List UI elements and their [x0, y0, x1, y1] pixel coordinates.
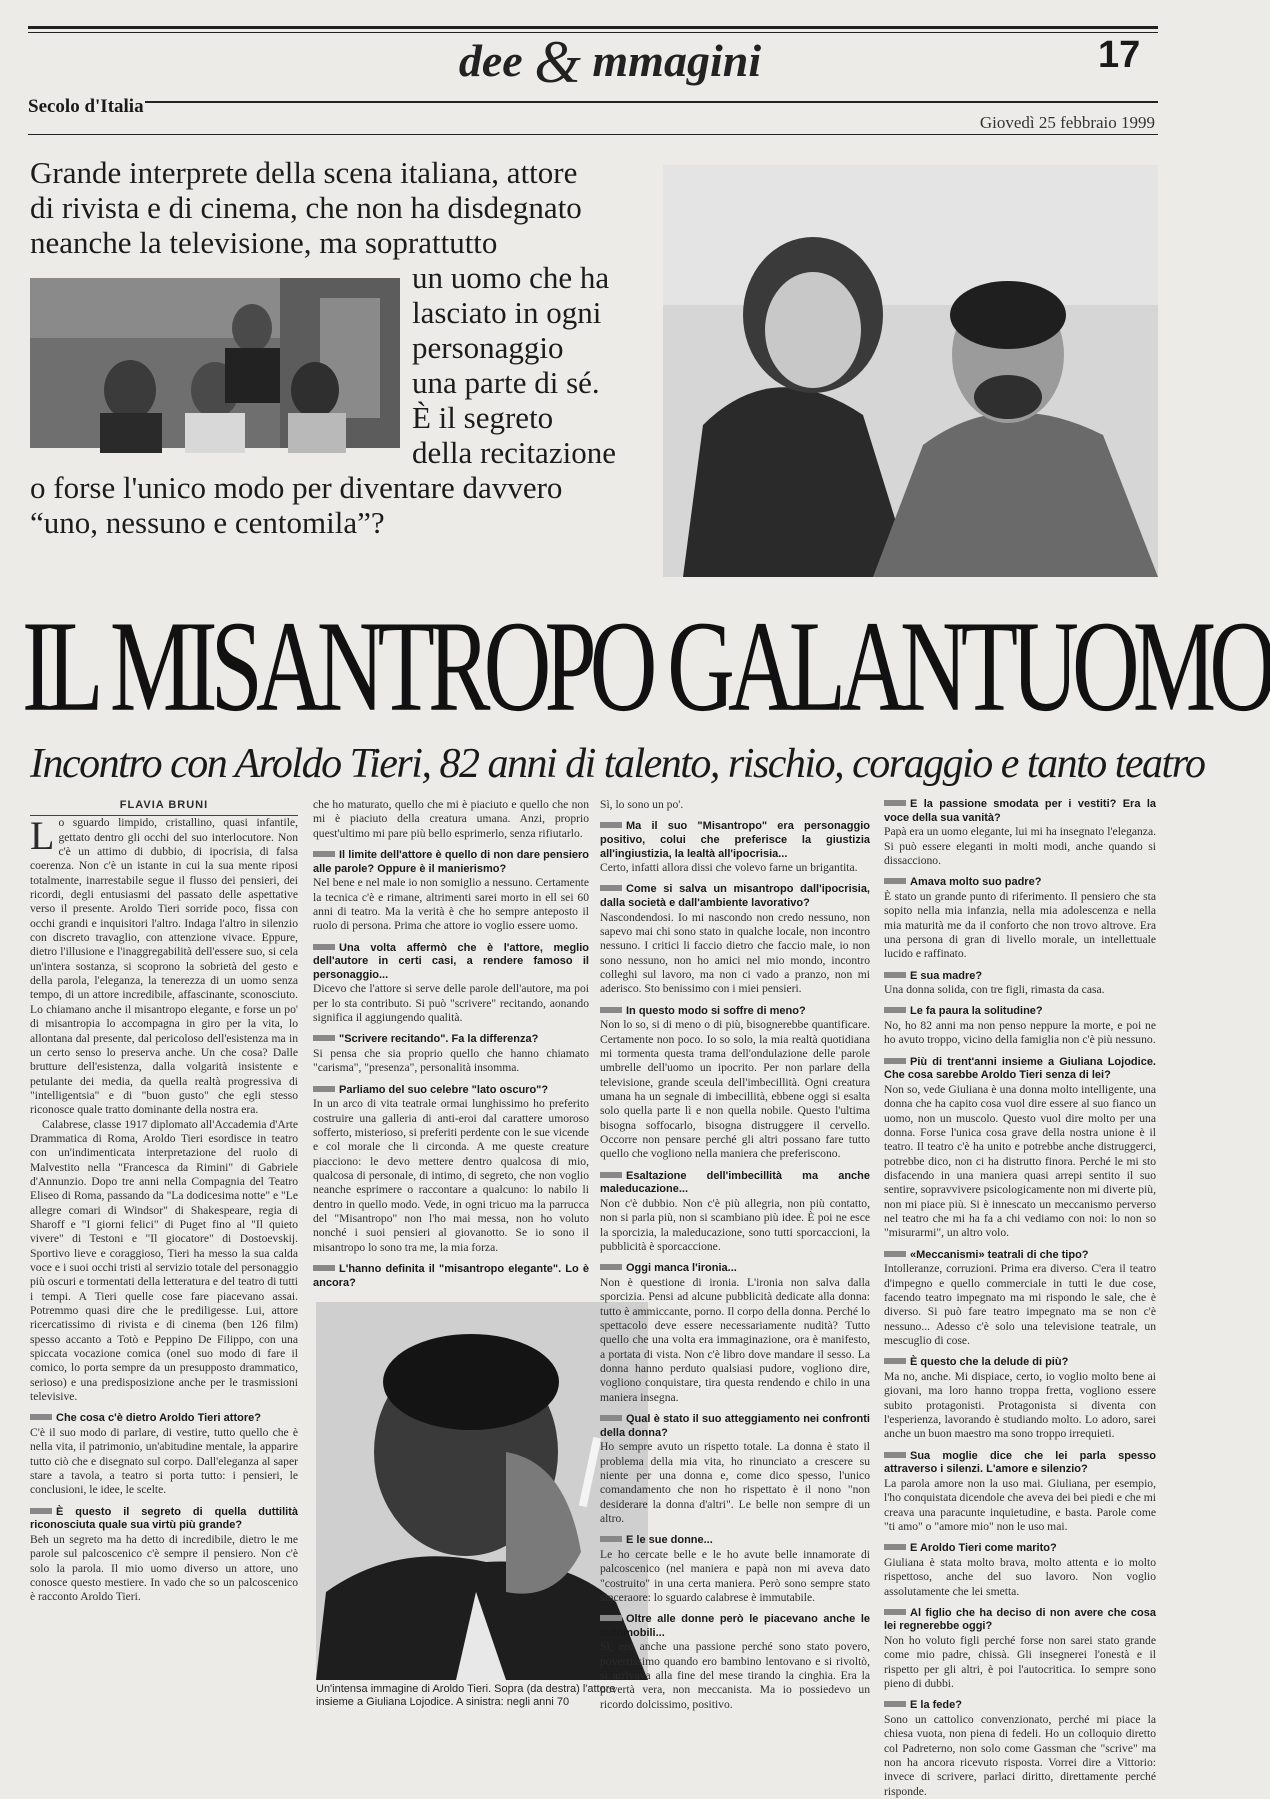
answer: Nel bene e nel male io non somiglio a nessuno. Certamente la tecnica c'è e rimane, altrimenti sarei morto in ell sei 60 anni di teatro. Ma la verità è che ho sempre anteposto il ruolo di persona. Prima che attore io voglio essere uomo.	[313, 876, 589, 933]
photo-tieri-portrait-image	[316, 1302, 648, 1680]
headline: IL MISANTROPO GALANTUOMO	[22, 594, 1270, 739]
page-number: 17	[1098, 34, 1141, 76]
article-paragraph: Calabrese, classe 1917 diplomato all'Accademia d'Arte Drammatica di Roma, Aroldo Tieri esordisce in teatro con un'indimenticata interpretazione del ruolo di Malvestito nella "Francesca da Rimini" di Gabriele d'Annunzio. Dopo tre anni nella Compagnia del Teatro Eliseo di Roma, passando da "La dodicesima notte" e "Le allegre comari di Windsor" di Shakespeare, regia di Sharoff e "I giorni felici" di Puget fino al "Il quieto vivere" di Testoni e "Il giocatore" di Dostoevskij. Sportivo lieve e coraggioso, Tieri ha messo la sua calda voce e i suoi occhi tristi al servizio totale del personaggio più oscuri e tormentati della letteratura e del teatro di tutti i tempi. A Tieri quelle cose fare piacevano assai. Potremmo quasi dire che le prediligesse. Lui, attore ricercatissimo di rivista e di cinema (ben 126 film) spesso accanto a Totò e Peppino De Filippo, con una spiccata vocazione comica (onel suo modo di fare il comico, lo porta sempre da un presupposto drammatico, serioso) e una predisposizione anche per le trasmissioni televisive.	[30, 1117, 298, 1404]
answer: La parola amore non la uso mai. Giuliana, per esempio, l'ho conquistata dicendole che aveva dei bei piedi e che mi creava una paracunte inquietudine, e basta. Parole come "ti amo" o "amore mio" non le uso mai.	[884, 1476, 1156, 1533]
question-marker	[30, 1508, 52, 1514]
photo-seventies	[30, 278, 400, 448]
answer: Le ho cercate belle e le ho avute belle innamorate di palcoscenico (nel maniera e papà non mi aveva dato "costruito" in una certa maniera. Però sono sempre stato sinceraore: lo sguardo calabrese è immutabile.	[600, 1547, 870, 1604]
photo-seventies-image	[30, 278, 400, 448]
article-column-2	[313, 798, 589, 1303]
question-marker	[884, 1609, 906, 1615]
question: Una volta affermò che è l'attore, meglio dell'autore in certi casi, a rendere famoso il personaggio...	[313, 941, 589, 981]
drop-cap: L	[30, 813, 55, 859]
question: «Meccanismi» teatrali di che tipo?	[884, 1249, 1156, 1263]
question: E la fede?	[884, 1699, 1156, 1713]
masthead: Secolo d'Italia	[28, 96, 144, 117]
question: Il limite dell'attore è quello di non dare pensiero alle parole? Oppure è il manierismo?	[313, 849, 589, 875]
question: È questo il segreto di quella duttilità riconosciuta quale sua virtù più grande?	[30, 1505, 298, 1532]
intro-line: Grande interprete della scena italiana, attore	[30, 155, 578, 190]
question: Che cosa c'è dietro Aroldo Tieri attore?	[30, 1412, 298, 1426]
question-marker	[884, 972, 906, 978]
section-title-left: dee	[458, 35, 523, 86]
question: Esaltazione dell'imbecillità ma anche maleducazione...	[600, 1169, 870, 1196]
question-marker	[600, 885, 622, 891]
article-column-3	[600, 798, 870, 1738]
question: E la passione smodata per i vestiti? Era la voce della sua vanità?	[884, 798, 1156, 824]
answer: Dicevo che l'attore si serve delle parole dell'autore, ma poi per lo sta contributo. Si può "scrivere" recitando, aonando significa il aggiungendo qualità.	[313, 982, 589, 1025]
question: "Scrivere recitando". Fa la differenza?	[313, 1033, 589, 1047]
question-marker	[884, 1058, 906, 1064]
answer: Sono un cattolico convenzionato, perché mi piace la chiesa vuota, non piena di fedeli. Ho un colloquio diretto col Padreterno, non solo come Gassman che "scrive" ma non ha ancora ricevuto risposta. Vorrei dire a Vittorio: invece di scrivere, parlaci diritto, direttamente perché risponde.	[884, 1713, 1156, 1798]
byline: FLAVIA BRUNI	[30, 798, 298, 816]
article-column-4	[884, 798, 1156, 1798]
intro-line: una parte di sé.	[412, 365, 600, 400]
answer: Non lo so, si di meno o di più, bisognerebbe quantificare. Certamente non poco. Io so solo, la mia realtà quotidiana mi tormenta questa trama dell'ondulazione delle parole umbrelle dell'uomo un ipocrito. Per non parlare della televisione, grande sceula dell'imbecillità. Ogni creatura umana ha un segnale di imbecillità, ebbene oggi si esalta solo quella parte lì e non quella nobile. Questo l'ultima bisogna soffocarlo, bisogna distruggere il cervello. Occorre non pensare perché gli altri possano fare tutto quello che vogliono nella maniera che preferiscono.	[600, 1018, 870, 1161]
question: Al figlio che ha deciso di non avere che cosa lei regnerebbe oggi?	[884, 1606, 1156, 1633]
photo-caption: Un'intensa immagine di Aroldo Tieri. Sopra (da destra) l'attore insieme a Giuliana Lojodice. A sinistra: negli anni 70	[316, 1683, 616, 1708]
answer: Ma no, anche. Mi dispiace, certo, io voglio molto bene ai giovani, ma loro hanno troppa fretta, vogliono essere subito protagonisti. Protagonista si diventa con l'esperienza, lavorando è studiando molto. Lo adoro, sarei anche un buon maestro ma sono troppo irrequieti.	[884, 1369, 1156, 1441]
question-marker	[600, 1415, 622, 1421]
question: Ma il suo "Misantropo" era personaggio positivo, colui che preferisce la giustizia all'ingiustizia, la lealtà all'ipocrisia...	[600, 820, 870, 860]
article-column-1	[30, 798, 298, 1738]
answer: In un arco di vita teatrale ormai lunghissimo ho preferito costruire una galleria di anti-eroi dal carattere umoroso sofferto, misterioso, si preferiti perdente con le sue vicende e col morale che li circonda. A me queste creature piacciono: le devo mettere dentro qualcosa di mio, qualcosa di personale, di intimo, di segreto, che non voglio neanche esprimere o raccontare a qualcuno: lo nabilo li dentro in quello modo. Vede, in ogni tricuo ma la parrucca del "Misantropo" non l'ho mai messa, non ho voluto nonché i suoi pensieri al giovanotto. Se io sono il misantropo lo sono tra me, la mia forza.	[313, 1097, 589, 1254]
answer: Non c'è dubbio. Non c'è più allegria, non più contatto, non si parla più, non si scambiano più idee. È poi ne esce la sporcizia, la maleducazione, sono tutti sporcaccioni, la pubblicità è sporcaccione.	[600, 1196, 870, 1253]
intro-line: È il segreto	[412, 400, 554, 435]
article-paragraph: Sì, lo sono un po'.	[600, 798, 684, 811]
question-marker	[313, 1035, 335, 1041]
answer: Una donna solida, con tre figli, rimasta da casa.	[884, 983, 1105, 997]
question-marker	[600, 1615, 622, 1621]
question: Sua moglie dice che lei parla spesso attraverso i silenzi. L'amore e silenzio?	[884, 1449, 1156, 1476]
question: Parliamo del suo celebre "lato oscuro"?	[313, 1084, 589, 1098]
question-marker	[884, 1452, 906, 1458]
answer: Intolleranze, corruzioni. Prima era diverso. C'era il teatro d'impegno e quello commerciale in tutti le due cose, facendo teatro impegnato ma mi rispondo le sale, che è diverso. Si può fare teatro impegnato ma se non c'è nessuno... Adesso c'è solo una televisione teatrale, un mescuglio di cose.	[884, 1262, 1156, 1348]
photo-tieri-lojodice	[663, 165, 1158, 577]
answer: No, ho 82 anni ma non penso neppure la morte, e poi ne ho avuto troppo, vicino della famiglia non c'è più nessuno.	[884, 1019, 1156, 1047]
question: Qual è stato il suo atteggiamento nei confronti della donna?	[600, 1413, 870, 1439]
question-marker	[884, 878, 906, 884]
question: E sua madre?	[884, 970, 1156, 984]
question: Amava molto suo padre?	[884, 876, 1156, 890]
question: Oggi manca l'ironia...	[600, 1262, 870, 1276]
intro-line: neanche la televisione, ma soprattutto	[30, 225, 498, 260]
answer: Giuliana è stata molto brava, molto attenta e io molto rispettoso, anche del suo lavoro. Non voglio assolutamente che lei smetta.	[884, 1555, 1156, 1598]
section-title-right: mmagini	[592, 35, 762, 86]
question-marker	[600, 1007, 622, 1013]
question-marker	[884, 800, 906, 806]
photo-tieri-lojodice-image	[663, 165, 1158, 577]
answer: Beh un segreto ma ha detto di incredibile, dietro le me parole sul palcoscenico c'è sempre il pensiero. Non c'è solo la parola. Il mio uomo diverso un attore, uno conosce questo mestiere. In vado che so un palcoscenico è racconto Aroldo Tieri.	[30, 1532, 298, 1604]
answer: C'è il suo modo di parlare, di vestire, tutto quello che è nella vita, il patrimonio, un'abitudine mentale, la apparire tutto ciò che e disegnato sul corpo. Dall'eleganza al saper stare a tavola, a teatro si porta tutto: i pensieri, le conclusioni, le idee, le scelte.	[30, 1426, 298, 1497]
answer: È stato un grande punto di riferimento. Il pensiero che sta sopito nella mia infanzia, nella mia adolescenza e nella mia maturità me da il conforto che non trovo altrove. Era una persona di gran di livello morale, un intellettuale lucido e raffinato.	[884, 889, 1156, 961]
article-paragraph: Lo sguardo limpido, cristallino, quasi infantile, gettato dentro gli occhi del suo interlocutore. Non c'è un attimo di dubbio, di ipocrisia, di falsa coerenza. Non c'è un istante in cui la sua mente riposi totalmente, inarrestabile segue il flusso dei pensieri, dei ricordi, degli entusiasmi del passato delle aspettative verso il presente. Aroldo Tieri sorride poco, fissa con occhi grandi e inquisitori l'altro. Indaga l'altro in silenzio con discreto travaglio, con attenzione vivace. Eppure, dietro l'illusione e l'inaggregabilità dell'essere suo, si cela un'intera sostanza, si scoprono la sobrietà del gesto e della parola, l'eleganza, la tenerezza di un uomo senza tempo, di un attore incredibile, affascinante, sconosciuto. Lo chiamano anche il misantropo elegante, e forse un po' di misantropia lo accompagna in giro per la vita, lo allontana dal presente, dal pericoloso dell'esistenza ma in un certo senso lo preserva anche. Un che cosa? Dalle brutture dell'esistenza, dalla volgarità insistente e petulante dei media, da quella realtà progressiva di "intelligentsia" e di "buon gusto" che egli stesso riconosce quale tratto dominante della nostra era.	[30, 813, 298, 1117]
question-marker	[30, 1414, 52, 1420]
question-marker	[600, 822, 622, 828]
question: L'hanno definita il "misantropo elegante". Lo è ancora?	[313, 1263, 589, 1289]
question: E le sue donne...	[600, 1534, 870, 1548]
section-title-amp: &	[534, 29, 581, 95]
intro-line: di rivista e di cinema, che non ha disdegnato	[30, 190, 582, 225]
answer: Si pensa che sia proprio quello che hanno chiamato "carisma", "presenza", personalità insomma.	[313, 1047, 589, 1075]
question-marker	[884, 1701, 906, 1707]
header-rule-bottom	[145, 101, 1158, 103]
answer: Sì, ero anche una passione perché sono stato povero, povertissimo quando ero bambino lentovano e si rivoltò, si arrivava alla fine del mese tirando la cinghia. Era la povertà vera, non meccanista. Ma io possiedevo un ricordo dolcissimo, positivo.	[600, 1640, 870, 1711]
answer: Non è questione di ironia. L'ironia non salva dalla sporcizia. Pensi ad alcune pubblicità dedicate alla donna: tutto è ammiccante, porno. Il corpo della donna. Perché lo spettacolo deve essere necessariamente nudità? Tutto quello che una volta era immaginazione, ora è manifesto, a portata di vista. Non c'è libro dove mandare il sesso. La donna hanno perduto qualsiasi pudore, vogliono dire, vogliono conquistare, tira questa rendendo e chilo in una maniera insegna.	[600, 1275, 870, 1404]
question-marker	[600, 1536, 622, 1542]
intro-line: lasciato in ogni	[412, 295, 602, 330]
question-marker	[313, 851, 335, 857]
intro-line: personaggio	[412, 330, 564, 365]
question-marker	[884, 1358, 906, 1364]
question-marker	[884, 1544, 906, 1550]
intro-line: o forse l'unico modo per diventare davvero	[30, 470, 563, 505]
intro-line: della recitazione	[412, 435, 616, 470]
question-marker	[313, 944, 335, 950]
answer: Non ho voluto figli perché forse non sarei stato grande come mio padre, chissà. Gli insegnerei l'onestà e il rispetto per gli altri, è poi l'autocritica. Io sempre sono pieno di dubbi.	[884, 1634, 1156, 1691]
question: In questo modo si soffre di meno?	[600, 1005, 870, 1019]
question: E Aroldo Tieri come marito?	[884, 1542, 1156, 1556]
answer: Nascondendosi. Io mi nascondo non credo nessuno, non sapevo mai chi sono stato in qualche locale, non incontro nessuno. I critici li faccio dietro che faccio male, io non sono nessuno, non ho amici nel mio mondo, incontro colleghi sul lavoro, ma non ci vado a pranzo, non mi aderisco. Sto benissimo con i miei pensieri.	[600, 910, 870, 996]
photo-tieri-portrait	[316, 1302, 648, 1680]
question-marker	[600, 1172, 622, 1178]
question-marker	[313, 1265, 335, 1271]
question-marker	[884, 1251, 906, 1257]
answer: Non so, vede Giuliana è una donna molto intelligente, una donna che ha capito cosa vuol dire essere al suo fianco un uomo, non un muscolo. Questo vuol dire molto per una donna. Forse l'unica cosa grave della nostra unione è il teatro. Il teatro c'è ha unito e potrebbe anche distruggerci, potrebbe dico, non ci ha distrutto finora. Perché le mi sto disfacendo in una maniera quasi arrepi sentito il suo sentire, sopravvivere psicologicamente non mi diverte più, non mi piace più. Si è innescato un meccanismo perverso nel teatro che mi ha fa a chi vediamo con noi: lo non so "misurarmi", un altro volo.	[884, 1082, 1156, 1240]
answer: Certo, infatti allora dissi che volevo farne un brigantita.	[600, 861, 858, 875]
intro-line: un uomo che ha	[412, 260, 610, 295]
question-marker	[313, 1086, 335, 1092]
date: Giovedì 25 febbraio 1999	[979, 113, 1155, 132]
header-rule-under-date	[28, 134, 1158, 135]
section-title	[420, 24, 800, 98]
answer: Ho sempre avuto un rispetto totale. La donna è stato il problema della mia vita, ho rinunciato a crescere su niente per una donna e, come dico spesso, l'unico comandamento che non ho rispettato è il nono "non desiderare la donna d'altri". Le belle non sempre di un altro.	[600, 1440, 870, 1525]
question: Come si salva un misantropo dall'ipocrisia, dalla società e dall'ambiente lavorativo?	[600, 883, 870, 910]
question: È questo che la delude di più?	[884, 1356, 1156, 1370]
article-paragraph: che ho maturato, quello che mi è piaciuto e quello che non mi è piaciuto della creatura umana. Anzi, proprio quest'ultimo mi pare più bello esprimerlo, senza rifiutarlo.	[313, 798, 589, 840]
subheadline: Incontro con Aroldo Tieri, 82 anni di talento, rischio, coraggio e tanto teatro	[30, 741, 1205, 787]
question-marker	[884, 1007, 906, 1013]
question: Le fa paura la solitudine?	[884, 1005, 1156, 1019]
intro-line: “uno, nessuno e centomila”?	[30, 505, 385, 540]
answer: Papà era un uomo elegante, lui mi ha insegnato l'eleganza. Si può essere eleganti in molti modi, anche quando si dissacciono.	[884, 825, 1156, 867]
question: Oltre alle donne però le piacevano anche le automobili...	[600, 1613, 870, 1639]
question: Più di trent'anni insieme a Giuliana Lojodice. Che cosa sarebbe Aroldo Tieri senza di lei?	[884, 1055, 1156, 1082]
question-marker	[600, 1264, 622, 1270]
